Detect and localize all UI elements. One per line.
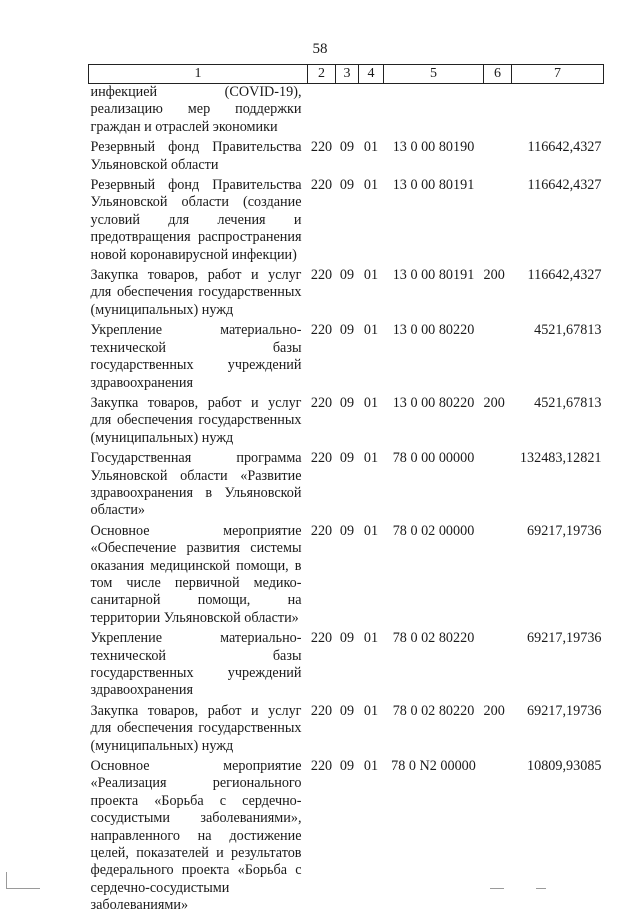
row-name-cell: Закупка товаров, работ и услуг для обеспечения государственных (муниципальных) нужд xyxy=(90,394,302,446)
page-number: 58 xyxy=(312,41,328,57)
amount-cell: 69217,19736 xyxy=(527,522,602,539)
expense-type-cell: 200 xyxy=(483,267,505,284)
amount-cell: 69217,19736 xyxy=(527,630,602,647)
admin-code-cell: 220 xyxy=(310,630,333,647)
section-cell: 09 xyxy=(339,702,355,719)
admin-code-cell: 220 xyxy=(310,177,333,194)
section-cell: 09 xyxy=(339,758,355,775)
expense-type-cell xyxy=(484,174,512,264)
subsection-cell: 01 xyxy=(363,630,379,647)
subsection-cell: 01 xyxy=(363,702,379,719)
scan-mark xyxy=(6,872,7,888)
row-name-cell: инфекцией (COVID-19), реализацию мер поддержки граждан и отраслей экономики xyxy=(90,84,302,135)
scan-mark xyxy=(6,888,40,889)
target-article-cell xyxy=(384,84,484,137)
expense-type-cell xyxy=(484,84,512,137)
section-cell: 09 xyxy=(339,394,355,411)
admin-code-cell: 220 xyxy=(310,522,333,539)
section-cell: 09 xyxy=(339,267,355,284)
subsection-cell: 01 xyxy=(363,758,379,775)
amount-cell: 4521,67813 xyxy=(534,394,602,411)
table-body xyxy=(89,84,604,915)
admin-code-cell: 220 xyxy=(310,758,333,775)
amount-cell: 116642,4327 xyxy=(527,177,602,194)
table-row xyxy=(89,264,604,319)
admin-code-cell: 220 xyxy=(310,322,333,339)
table-row xyxy=(89,520,604,627)
amount-cell: 132483,12821 xyxy=(519,450,602,467)
section-cell: 09 xyxy=(339,139,355,156)
scan-mark xyxy=(536,888,546,889)
column-header: 2 xyxy=(308,65,336,84)
amount-cell: 69217,19736 xyxy=(527,702,602,719)
amount-cell: 10809,93085 xyxy=(527,758,602,775)
row-name-cell: Закупка товаров, работ и услуг для обеспечения государственных (муниципальных) нужд xyxy=(90,267,302,318)
table-row xyxy=(89,700,604,755)
expense-type-cell: 200 xyxy=(483,702,505,719)
target-article-cell: 78 0 02 80220 xyxy=(392,630,475,647)
subsection-cell xyxy=(359,84,384,137)
table-row xyxy=(89,447,604,520)
row-name-cell: Основное мероприятие «Обеспечение развития системы оказания медицинской помощи, в том числе первичной медико-санитарной помощи, на территории Ульяновской области» xyxy=(90,522,302,626)
admin-code-cell: 220 xyxy=(310,394,333,411)
expense-type-cell: 200 xyxy=(483,394,505,411)
expense-type-cell xyxy=(484,627,512,700)
expense-type-cell xyxy=(484,136,512,174)
section-cell xyxy=(336,84,359,137)
row-name-cell: Укрепление материально-технической базы государственных учреждений здравоохранения xyxy=(90,322,302,391)
column-header: 5 xyxy=(384,65,484,84)
subsection-cell: 01 xyxy=(363,139,379,156)
target-article-cell: 78 0 02 00000 xyxy=(392,522,475,539)
expense-type-cell xyxy=(484,520,512,627)
admin-code-cell: 220 xyxy=(310,139,333,156)
section-cell: 09 xyxy=(339,450,355,467)
scan-mark xyxy=(490,888,504,889)
subsection-cell: 01 xyxy=(363,450,379,467)
column-header: 4 xyxy=(359,65,384,84)
table-row xyxy=(89,84,604,137)
target-article-cell: 78 0 N2 00000 xyxy=(391,758,476,775)
table-row xyxy=(89,319,604,392)
admin-code-cell: 220 xyxy=(310,450,333,467)
table-row xyxy=(89,627,604,700)
target-article-cell: 13 0 00 80220 xyxy=(392,394,475,411)
expense-type-cell xyxy=(484,447,512,520)
target-article-cell: 13 0 00 80190 xyxy=(392,139,475,156)
column-header: 7 xyxy=(512,65,604,84)
table-row xyxy=(89,755,604,915)
subsection-cell: 01 xyxy=(363,322,379,339)
expense-type-cell xyxy=(484,755,512,915)
amount-cell xyxy=(512,84,604,137)
row-name-cell: Резервный фонд Правительства Ульяновской области xyxy=(90,139,302,173)
target-article-cell: 78 0 00 00000 xyxy=(392,450,475,467)
row-name-cell: Резервный фонд Правительства Ульяновской области (создание условий для лечения и предотвращения распространения новой коронавирусной инфекции) xyxy=(90,177,302,263)
section-cell: 09 xyxy=(339,522,355,539)
subsection-cell: 01 xyxy=(363,522,379,539)
row-name-cell: Основное мероприятие «Реализация регионального проекта «Борьба с сердечно-сосудистыми заболеваниями», направленного на достижение целей, показателей и результатов федерального проекта «Борьба с сердечно-сосудистыми заболеваниями» xyxy=(90,758,302,914)
target-article-cell: 13 0 00 80220 xyxy=(392,322,475,339)
column-header: 1 xyxy=(89,65,308,84)
row-name-cell: Закупка товаров, работ и услуг для обеспечения государственных (муниципальных) нужд xyxy=(90,702,302,754)
expense-type-cell xyxy=(484,319,512,392)
table-header-row xyxy=(89,65,604,84)
table-row xyxy=(89,392,604,447)
subsection-cell: 01 xyxy=(363,394,379,411)
row-name-cell: Укрепление материально-технической базы государственных учреждений здравоохранения xyxy=(90,630,302,699)
budget-table xyxy=(88,64,604,915)
admin-code-cell: 220 xyxy=(310,702,333,719)
section-cell: 09 xyxy=(339,630,355,647)
column-header: 3 xyxy=(336,65,359,84)
table-row xyxy=(89,136,604,174)
target-article-cell: 13 0 00 80191 xyxy=(392,177,475,194)
amount-cell: 4521,67813 xyxy=(534,322,602,339)
target-article-cell: 78 0 02 80220 xyxy=(392,702,475,719)
admin-code-cell xyxy=(308,84,336,137)
amount-cell: 116642,4327 xyxy=(527,139,602,156)
target-article-cell: 13 0 00 80191 xyxy=(392,267,475,284)
column-header: 6 xyxy=(484,65,512,84)
subsection-cell: 01 xyxy=(363,267,379,284)
section-cell: 09 xyxy=(339,177,355,194)
amount-cell: 116642,4327 xyxy=(527,267,602,284)
subsection-cell: 01 xyxy=(363,177,379,194)
row-name-cell: Государственная программа Ульяновской области «Развитие здравоохранения в Ульяновской области» xyxy=(90,450,302,519)
table-row xyxy=(89,174,604,264)
admin-code-cell: 220 xyxy=(310,267,333,284)
section-cell: 09 xyxy=(339,322,355,339)
